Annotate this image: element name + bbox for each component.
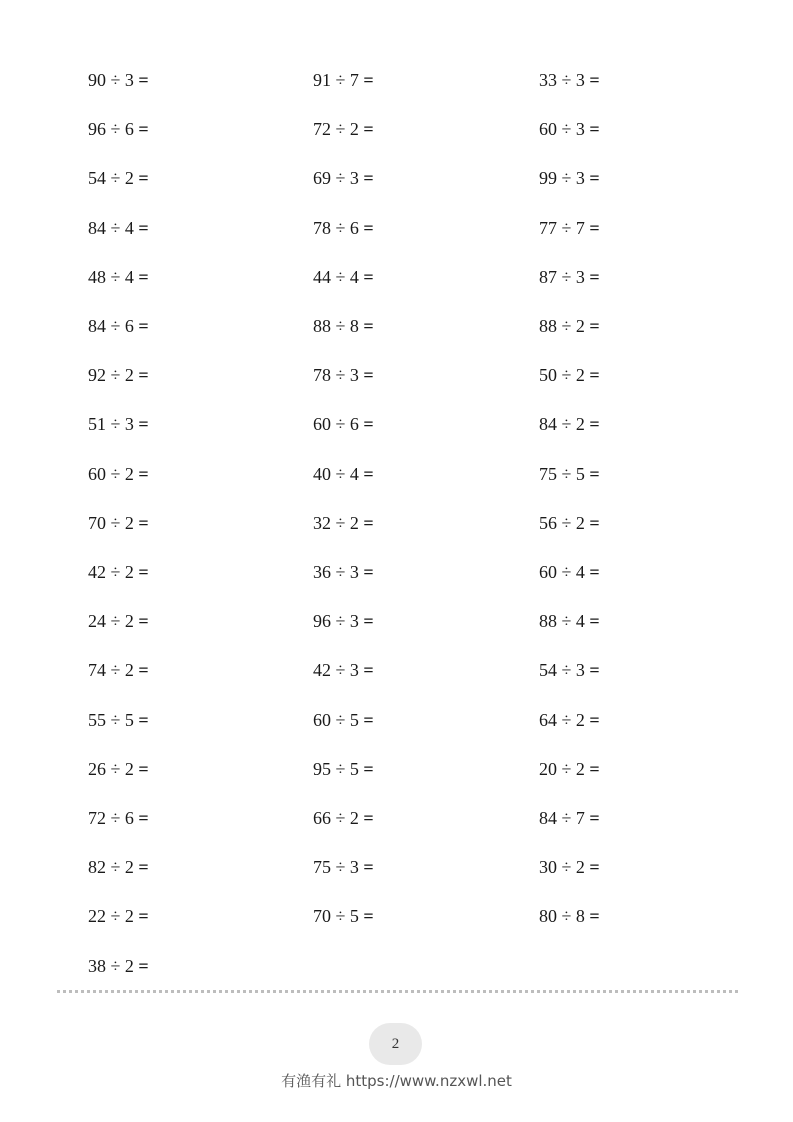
problem-expression: 60 ÷ 3 (539, 119, 585, 140)
division-problem (88, 364, 149, 386)
problem-expression: 56 ÷ 2 (539, 512, 585, 533)
problem-expression: 44 ÷ 4 (313, 266, 359, 287)
division-problem (313, 709, 374, 731)
problem-expression: 55 ÷ 5 (88, 709, 134, 730)
division-problem (88, 118, 149, 140)
problem-expression: 54 ÷ 3 (539, 660, 585, 681)
equals-sign: = (589, 316, 600, 336)
division-problem (88, 512, 149, 534)
division-problem (88, 463, 149, 485)
division-problem (88, 217, 149, 239)
division-problem (88, 709, 149, 731)
division-problem (539, 217, 600, 239)
division-problem (313, 659, 374, 681)
page-number-badge (369, 1023, 422, 1065)
division-problem (313, 856, 374, 878)
problem-expression: 64 ÷ 2 (539, 709, 585, 730)
equals-sign: = (363, 857, 374, 878)
equals-sign: = (589, 562, 600, 582)
equals-sign: = (138, 217, 149, 238)
problem-expression: 66 ÷ 2 (313, 808, 359, 828)
equals-sign: = (589, 758, 600, 779)
division-problem (539, 807, 600, 829)
division-problem (539, 561, 600, 583)
equals-sign: = (363, 709, 374, 730)
equals-sign: = (589, 119, 600, 140)
problem-expression: 95 ÷ 5 (313, 758, 359, 779)
problem-expression: 38 ÷ 2 (88, 955, 134, 976)
division-problem (88, 167, 149, 189)
problem-expression: 42 ÷ 3 (313, 660, 359, 681)
problem-expression: 60 ÷ 2 (88, 463, 134, 484)
division-problem (88, 905, 149, 927)
division-problem (539, 512, 600, 534)
problem-expression: 84 ÷ 2 (539, 414, 585, 435)
problem-expression: 48 ÷ 4 (88, 266, 134, 287)
division-problem (88, 856, 149, 878)
problem-expression: 20 ÷ 2 (539, 758, 585, 779)
problem-expression: 91 ÷ 7 (313, 70, 359, 90)
equals-sign: = (589, 906, 600, 927)
division-problem (88, 561, 149, 583)
problem-expression: 78 ÷ 6 (313, 217, 359, 238)
problem-expression: 75 ÷ 3 (313, 857, 359, 878)
equals-sign: = (138, 70, 149, 90)
equals-sign: = (363, 414, 374, 435)
equals-sign: = (138, 316, 149, 336)
equals-sign: = (363, 316, 374, 336)
problem-expression: 88 ÷ 8 (313, 316, 359, 336)
equals-sign: = (138, 414, 149, 435)
division-problem (539, 463, 600, 485)
problem-expression: 96 ÷ 6 (88, 119, 134, 140)
equals-sign: = (138, 709, 149, 730)
problem-expression: 82 ÷ 2 (88, 857, 134, 878)
division-problem (313, 610, 374, 632)
problem-expression: 88 ÷ 2 (539, 316, 585, 336)
division-problem (88, 413, 149, 435)
division-problem (313, 167, 374, 189)
equals-sign: = (363, 660, 374, 681)
equals-sign: = (363, 168, 374, 189)
division-problem (539, 758, 600, 780)
division-problem (88, 807, 149, 829)
problem-expression: 88 ÷ 4 (539, 611, 585, 632)
division-problem (313, 413, 374, 435)
equals-sign: = (138, 808, 149, 828)
division-problem (539, 659, 600, 681)
equals-sign: = (138, 611, 149, 632)
problem-expression: 32 ÷ 2 (313, 512, 359, 533)
problem-expression: 40 ÷ 4 (313, 463, 359, 484)
problem-expression: 80 ÷ 8 (539, 906, 585, 927)
problem-expression: 36 ÷ 3 (313, 562, 359, 582)
equals-sign: = (363, 906, 374, 927)
division-problem (313, 512, 374, 534)
equals-sign: = (138, 512, 149, 533)
division-problem (88, 955, 149, 977)
equals-sign: = (363, 217, 374, 238)
equals-sign: = (589, 365, 600, 386)
division-problem (539, 856, 600, 878)
equals-sign: = (363, 266, 374, 287)
problem-expression: 84 ÷ 6 (88, 316, 134, 336)
problem-expression: 87 ÷ 3 (539, 266, 585, 287)
problem-expression: 78 ÷ 3 (313, 365, 359, 386)
problem-expression: 30 ÷ 2 (539, 857, 585, 878)
problem-expression: 74 ÷ 2 (88, 660, 134, 681)
equals-sign: = (363, 463, 374, 484)
division-problem (539, 364, 600, 386)
problem-expression: 69 ÷ 3 (313, 168, 359, 189)
problem-expression: 72 ÷ 2 (313, 119, 359, 140)
division-problem (313, 807, 374, 829)
equals-sign: = (589, 414, 600, 435)
equals-sign: = (138, 660, 149, 681)
problem-expression: 26 ÷ 2 (88, 758, 134, 779)
equals-sign: = (138, 365, 149, 386)
division-problem (313, 758, 374, 780)
division-problem (88, 266, 149, 288)
problem-expression: 72 ÷ 6 (88, 808, 134, 828)
problem-expression: 70 ÷ 2 (88, 512, 134, 533)
division-problem (313, 905, 374, 927)
division-problem (539, 315, 600, 337)
division-problem (313, 463, 374, 485)
equals-sign: = (589, 463, 600, 484)
division-problem (539, 905, 600, 927)
equals-sign: = (138, 758, 149, 779)
division-problem (313, 561, 374, 583)
equals-sign: = (138, 857, 149, 878)
problem-expression: 84 ÷ 7 (539, 808, 585, 828)
problem-expression: 92 ÷ 2 (88, 365, 134, 386)
division-problem (539, 167, 600, 189)
division-problem (313, 69, 374, 91)
equals-sign: = (589, 709, 600, 730)
equals-sign: = (363, 512, 374, 533)
problem-expression: 24 ÷ 2 (88, 611, 134, 632)
equals-sign: = (138, 906, 149, 927)
equals-sign: = (363, 119, 374, 140)
equals-sign: = (138, 463, 149, 484)
problem-expression: 60 ÷ 6 (313, 414, 359, 435)
problem-expression: 99 ÷ 3 (539, 168, 585, 189)
equals-sign: = (589, 70, 600, 90)
equals-sign: = (138, 119, 149, 140)
problem-expression: 75 ÷ 5 (539, 463, 585, 484)
division-problem (313, 266, 374, 288)
problem-expression: 22 ÷ 2 (88, 906, 134, 927)
equals-sign: = (363, 365, 374, 386)
equals-sign: = (589, 660, 600, 681)
division-problem (539, 610, 600, 632)
problem-expression: 84 ÷ 4 (88, 217, 134, 238)
equals-sign: = (138, 562, 149, 582)
problem-expression: 77 ÷ 7 (539, 217, 585, 238)
problem-expression: 60 ÷ 4 (539, 562, 585, 582)
problem-expression: 70 ÷ 5 (313, 906, 359, 927)
equals-sign: = (589, 512, 600, 533)
division-problem (88, 758, 149, 780)
equals-sign: = (589, 168, 600, 189)
equals-sign: = (589, 611, 600, 632)
division-problem (88, 315, 149, 337)
division-problem (539, 709, 600, 731)
division-problem (88, 659, 149, 681)
equals-sign: = (138, 168, 149, 189)
equals-sign: = (138, 955, 149, 976)
equals-sign: = (363, 758, 374, 779)
division-problem (313, 118, 374, 140)
division-problem (313, 315, 374, 337)
division-problem (539, 118, 600, 140)
equals-sign: = (589, 266, 600, 287)
problem-expression: 90 ÷ 3 (88, 70, 134, 90)
division-problem (88, 69, 149, 91)
problem-expression: 54 ÷ 2 (88, 168, 134, 189)
equals-sign: = (589, 217, 600, 238)
equals-sign: = (363, 70, 374, 90)
dotted-divider (57, 990, 738, 993)
problem-expression: 50 ÷ 2 (539, 365, 585, 386)
division-problem (539, 69, 600, 91)
footer-watermark: 有渔有礼 https://www.nzxwl.net (281, 1072, 512, 1090)
division-problem (539, 266, 600, 288)
page-number: 2 (391, 1035, 400, 1052)
equals-sign: = (589, 808, 600, 828)
equals-sign: = (363, 611, 374, 632)
problem-expression: 60 ÷ 5 (313, 709, 359, 730)
problem-expression: 96 ÷ 3 (313, 611, 359, 632)
problem-expression: 33 ÷ 3 (539, 70, 585, 90)
equals-sign: = (138, 266, 149, 287)
equals-sign: = (363, 562, 374, 582)
division-problem (539, 413, 600, 435)
division-problem (313, 217, 374, 239)
equals-sign: = (589, 857, 600, 878)
division-problem (88, 610, 149, 632)
problem-expression: 42 ÷ 2 (88, 562, 134, 582)
equals-sign: = (363, 808, 374, 828)
problem-expression: 51 ÷ 3 (88, 414, 134, 435)
division-problem (313, 364, 374, 386)
